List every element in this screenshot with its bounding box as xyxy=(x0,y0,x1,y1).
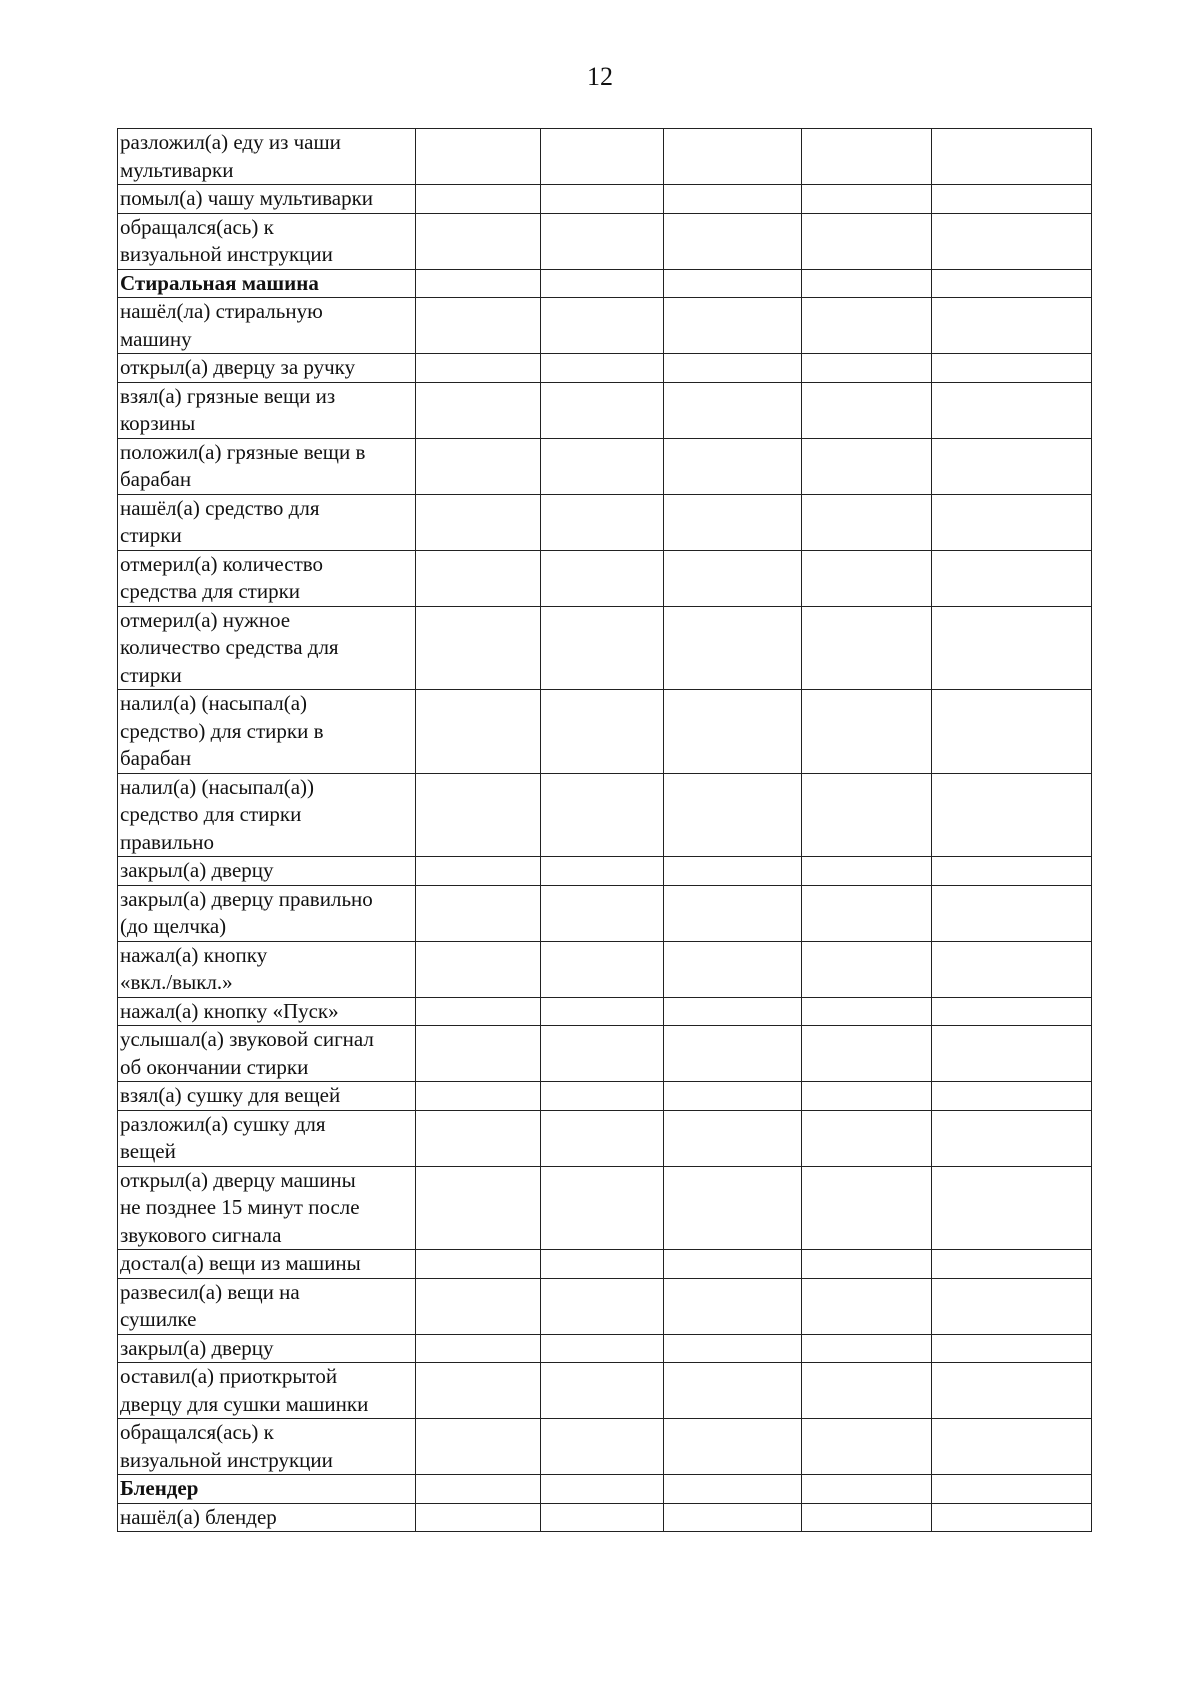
item-label: нашёл(а) средство для стирки xyxy=(118,494,416,550)
mark-cell xyxy=(541,885,664,941)
item-label: нажал(а) кнопку «Пуск» xyxy=(118,997,416,1026)
mark-cell xyxy=(932,213,1092,269)
mark-cell xyxy=(664,941,802,997)
mark-cell xyxy=(932,1250,1092,1279)
mark-cell xyxy=(664,494,802,550)
mark-cell xyxy=(416,1503,541,1532)
mark-cell xyxy=(932,298,1092,354)
mark-cell xyxy=(541,213,664,269)
mark-cell xyxy=(932,1334,1092,1363)
table-row xyxy=(118,354,1092,383)
table-row xyxy=(118,857,1092,886)
mark-cell xyxy=(802,1166,932,1250)
mark-cell xyxy=(932,1475,1092,1504)
item-label: обращался(ась) к визуальной инструкции xyxy=(118,213,416,269)
checklist-table xyxy=(117,128,1092,1532)
mark-cell xyxy=(541,606,664,690)
item-label: нашёл(ла) стиральную машину xyxy=(118,298,416,354)
item-label: налил(а) (насыпал(а)) средство для стирки правильно xyxy=(118,773,416,857)
mark-cell xyxy=(664,1475,802,1504)
table-row xyxy=(118,494,1092,550)
mark-cell xyxy=(802,438,932,494)
mark-cell xyxy=(541,1475,664,1504)
mark-cell xyxy=(664,773,802,857)
mark-cell xyxy=(932,354,1092,383)
table-row xyxy=(118,1503,1092,1532)
mark-cell xyxy=(932,1082,1092,1111)
mark-cell xyxy=(802,550,932,606)
mark-cell xyxy=(541,1419,664,1475)
mark-cell xyxy=(541,1026,664,1082)
mark-cell xyxy=(541,690,664,774)
item-label: разложил(а) сушку для вещей xyxy=(118,1110,416,1166)
mark-cell xyxy=(416,857,541,886)
mark-cell xyxy=(932,185,1092,214)
table-row xyxy=(118,382,1092,438)
table-row xyxy=(118,1166,1092,1250)
mark-cell xyxy=(541,1110,664,1166)
table-row xyxy=(118,885,1092,941)
table-row xyxy=(118,1419,1092,1475)
mark-cell xyxy=(802,773,932,857)
mark-cell xyxy=(802,269,932,298)
table-row xyxy=(118,1250,1092,1279)
item-label: закрыл(а) дверцу xyxy=(118,1334,416,1363)
mark-cell xyxy=(802,857,932,886)
mark-cell xyxy=(416,1419,541,1475)
mark-cell xyxy=(802,354,932,383)
item-label: оставил(а) приоткрытой дверцу для сушки машинки xyxy=(118,1363,416,1419)
mark-cell xyxy=(664,382,802,438)
mark-cell xyxy=(664,438,802,494)
mark-cell xyxy=(416,438,541,494)
mark-cell xyxy=(802,129,932,185)
mark-cell xyxy=(416,1363,541,1419)
mark-cell xyxy=(416,1278,541,1334)
mark-cell xyxy=(932,1026,1092,1082)
mark-cell xyxy=(932,494,1092,550)
table-row xyxy=(118,213,1092,269)
mark-cell xyxy=(416,354,541,383)
item-label: открыл(а) дверцу машины не позднее 15 минут после звукового сигнала xyxy=(118,1166,416,1250)
mark-cell xyxy=(802,1475,932,1504)
mark-cell xyxy=(541,1503,664,1532)
mark-cell xyxy=(416,382,541,438)
table-row xyxy=(118,690,1092,774)
mark-cell xyxy=(802,941,932,997)
mark-cell xyxy=(802,1110,932,1166)
item-label: взял(а) сушку для вещей xyxy=(118,1082,416,1111)
mark-cell xyxy=(664,606,802,690)
mark-cell xyxy=(416,213,541,269)
item-label: открыл(а) дверцу за ручку xyxy=(118,354,416,383)
table-row xyxy=(118,941,1092,997)
mark-cell xyxy=(541,382,664,438)
mark-cell xyxy=(664,1026,802,1082)
mark-cell xyxy=(802,1503,932,1532)
mark-cell xyxy=(664,213,802,269)
mark-cell xyxy=(416,1166,541,1250)
mark-cell xyxy=(802,298,932,354)
item-label: помыл(а) чашу мультиварки xyxy=(118,185,416,214)
mark-cell xyxy=(802,1250,932,1279)
item-label: отмерил(а) нужное количество средства для стирки xyxy=(118,606,416,690)
table-row xyxy=(118,997,1092,1026)
mark-cell xyxy=(416,185,541,214)
mark-cell xyxy=(802,1363,932,1419)
mark-cell xyxy=(541,857,664,886)
mark-cell xyxy=(416,1250,541,1279)
item-label: нажал(а) кнопку «вкл./выкл.» xyxy=(118,941,416,997)
mark-cell xyxy=(416,997,541,1026)
item-label: закрыл(а) дверцу xyxy=(118,857,416,886)
mark-cell xyxy=(664,1166,802,1250)
mark-cell xyxy=(664,997,802,1026)
mark-cell xyxy=(416,129,541,185)
table-row xyxy=(118,1334,1092,1363)
mark-cell xyxy=(664,1419,802,1475)
mark-cell xyxy=(416,550,541,606)
mark-cell xyxy=(932,690,1092,774)
mark-cell xyxy=(932,438,1092,494)
mark-cell xyxy=(932,857,1092,886)
mark-cell xyxy=(932,129,1092,185)
mark-cell xyxy=(664,1082,802,1111)
mark-cell xyxy=(416,690,541,774)
mark-cell xyxy=(802,997,932,1026)
table-row xyxy=(118,1082,1092,1111)
mark-cell xyxy=(416,269,541,298)
mark-cell xyxy=(541,941,664,997)
section-title: Блендер xyxy=(118,1475,416,1504)
mark-cell xyxy=(541,494,664,550)
mark-cell xyxy=(416,298,541,354)
mark-cell xyxy=(416,1026,541,1082)
section-title: Стиральная машина xyxy=(118,269,416,298)
mark-cell xyxy=(664,857,802,886)
mark-cell xyxy=(541,1166,664,1250)
table-row xyxy=(118,298,1092,354)
mark-cell xyxy=(802,1278,932,1334)
mark-cell xyxy=(541,1278,664,1334)
mark-cell xyxy=(541,1334,664,1363)
mark-cell xyxy=(932,1363,1092,1419)
mark-cell xyxy=(932,550,1092,606)
mark-cell xyxy=(932,941,1092,997)
page-number: 12 xyxy=(587,62,613,91)
mark-cell xyxy=(664,1278,802,1334)
mark-cell xyxy=(541,269,664,298)
mark-cell xyxy=(802,1082,932,1111)
mark-cell xyxy=(802,885,932,941)
mark-cell xyxy=(416,1334,541,1363)
mark-cell xyxy=(802,213,932,269)
mark-cell xyxy=(416,1475,541,1504)
mark-cell xyxy=(541,298,664,354)
mark-cell xyxy=(664,1334,802,1363)
item-label: развесил(а) вещи на сушилке xyxy=(118,1278,416,1334)
mark-cell xyxy=(664,1503,802,1532)
mark-cell xyxy=(541,129,664,185)
item-label: налил(а) (насыпал(а) средство) для стирки в барабан xyxy=(118,690,416,774)
mark-cell xyxy=(802,690,932,774)
mark-cell xyxy=(664,129,802,185)
mark-cell xyxy=(416,606,541,690)
mark-cell xyxy=(932,382,1092,438)
mark-cell xyxy=(932,606,1092,690)
table-row xyxy=(118,1278,1092,1334)
mark-cell xyxy=(802,494,932,550)
mark-cell xyxy=(664,1110,802,1166)
mark-cell xyxy=(664,550,802,606)
mark-cell xyxy=(802,382,932,438)
mark-cell xyxy=(416,885,541,941)
item-label: услышал(а) звуковой сигнал об окончании стирки xyxy=(118,1026,416,1082)
checklist-body xyxy=(118,129,1092,1532)
mark-cell xyxy=(541,438,664,494)
table-row xyxy=(118,185,1092,214)
table-row xyxy=(118,438,1092,494)
mark-cell xyxy=(932,997,1092,1026)
mark-cell xyxy=(664,1250,802,1279)
table-row xyxy=(118,550,1092,606)
mark-cell xyxy=(416,1110,541,1166)
mark-cell xyxy=(541,550,664,606)
table-row xyxy=(118,1026,1092,1082)
mark-cell xyxy=(541,1082,664,1111)
mark-cell xyxy=(541,185,664,214)
mark-cell xyxy=(932,1166,1092,1250)
table-row xyxy=(118,606,1092,690)
mark-cell xyxy=(802,1419,932,1475)
mark-cell xyxy=(416,494,541,550)
mark-cell xyxy=(541,773,664,857)
item-label: нашёл(а) блендер xyxy=(118,1503,416,1532)
table-row xyxy=(118,129,1092,185)
mark-cell xyxy=(416,773,541,857)
mark-cell xyxy=(541,354,664,383)
mark-cell xyxy=(541,1250,664,1279)
mark-cell xyxy=(416,941,541,997)
mark-cell xyxy=(932,773,1092,857)
mark-cell xyxy=(664,1363,802,1419)
mark-cell xyxy=(664,269,802,298)
mark-cell xyxy=(664,185,802,214)
item-label: закрыл(а) дверцу правильно (до щелчка) xyxy=(118,885,416,941)
item-label: достал(а) вещи из машины xyxy=(118,1250,416,1279)
mark-cell xyxy=(541,997,664,1026)
mark-cell xyxy=(416,1082,541,1111)
item-label: отмерил(а) количество средства для стирки xyxy=(118,550,416,606)
mark-cell xyxy=(932,1419,1092,1475)
mark-cell xyxy=(802,1026,932,1082)
mark-cell xyxy=(664,885,802,941)
mark-cell xyxy=(802,185,932,214)
section-header-row xyxy=(118,1475,1092,1504)
item-label: обращался(ась) к визуальной инструкции xyxy=(118,1419,416,1475)
mark-cell xyxy=(932,1503,1092,1532)
mark-cell xyxy=(802,1334,932,1363)
mark-cell xyxy=(664,298,802,354)
mark-cell xyxy=(664,354,802,383)
table-row xyxy=(118,1110,1092,1166)
table-row xyxy=(118,1363,1092,1419)
section-header-row xyxy=(118,269,1092,298)
mark-cell xyxy=(664,690,802,774)
item-label: взял(а) грязные вещи из корзины xyxy=(118,382,416,438)
item-label: положил(а) грязные вещи в барабан xyxy=(118,438,416,494)
mark-cell xyxy=(932,1278,1092,1334)
mark-cell xyxy=(802,606,932,690)
mark-cell xyxy=(932,885,1092,941)
item-label: разложил(а) еду из чаши мультиварки xyxy=(118,129,416,185)
mark-cell xyxy=(541,1363,664,1419)
mark-cell xyxy=(932,1110,1092,1166)
table-row xyxy=(118,773,1092,857)
mark-cell xyxy=(932,269,1092,298)
